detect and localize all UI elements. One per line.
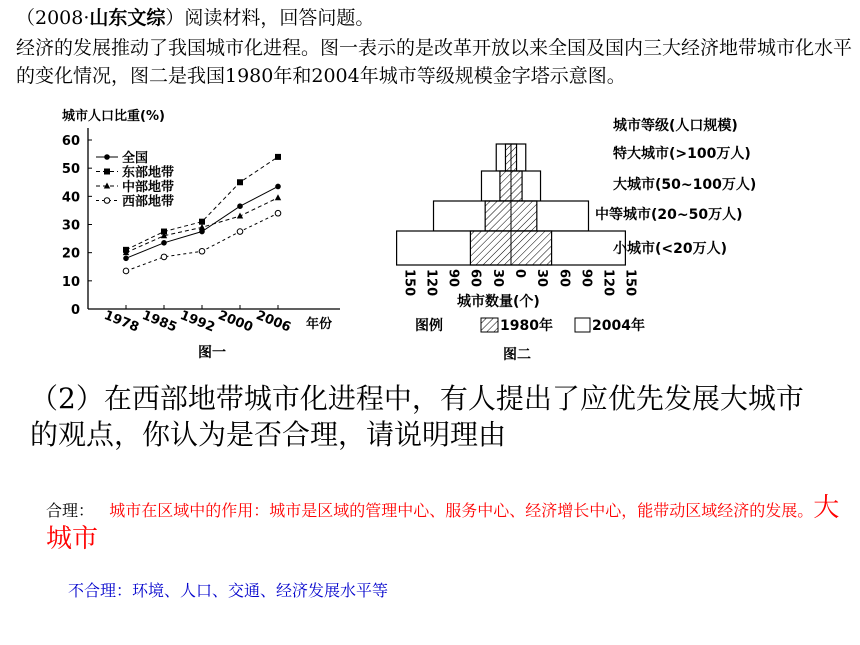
- data-point: [161, 240, 167, 246]
- answer-unreasonable: 不合理：环境、人口、交通、经济发展水平等: [68, 581, 389, 600]
- data-point: [275, 154, 281, 160]
- y-tick-label: 10: [61, 274, 80, 290]
- x-tick-label: 60: [467, 269, 483, 288]
- x-axis-title: 城市数量(个): [457, 294, 540, 310]
- data-point: [237, 203, 243, 209]
- x-tick-label: 0: [512, 269, 527, 279]
- data-point: [161, 254, 167, 260]
- category-label: 特大城市(>100万人): [613, 146, 751, 162]
- y-tick-label: 20: [61, 246, 80, 262]
- x-tick-label: 150: [622, 269, 638, 297]
- legend-label: 中部地带: [122, 180, 175, 195]
- category-label: 中等城市(20~50万人): [595, 207, 743, 223]
- question-text: （2）在西部地带城市化进程中，有人提出了应优先发展大城市的观点，你认为是否合理，请说明理由: [30, 382, 804, 451]
- x-tick-label: 120: [600, 269, 616, 297]
- x-tick-label: 150: [401, 269, 417, 297]
- data-point: [237, 229, 243, 235]
- legend-title: 图例: [415, 318, 443, 334]
- x-tick-label: 2000: [215, 308, 255, 336]
- source-name: 山东文综: [89, 7, 166, 29]
- figure-one: [40, 104, 370, 364]
- answer-yes-text: 城市在区域中的作用：城市是区域的管理中心、服务中心、经济增长中心，能带动区域经济的发展。: [109, 501, 814, 520]
- legend-marker: [104, 198, 110, 204]
- y-tick-label: 50: [61, 162, 80, 178]
- data-point: [275, 210, 281, 216]
- y-tick-label: 40: [61, 190, 80, 206]
- legend-swatch-1980: [481, 318, 498, 332]
- legend-swatch-2004: [575, 318, 590, 332]
- x-tick-label: 90: [578, 269, 594, 288]
- x-tick-label: 2006: [253, 308, 293, 336]
- data-point: [123, 268, 129, 274]
- x-axis-title: 年份: [306, 317, 333, 332]
- source-prefix: （2008·: [16, 7, 90, 29]
- answer-yes-big: 大城市: [46, 493, 840, 554]
- figure-two-caption: 图二: [503, 347, 531, 363]
- intro-paragraph: 经济的发展推动了我国城市化进程。图一表示的是改革开放以来全国及国内三大经济地带城市化水平的变化情况，图二是我国1980年和2004年城市等级规模金字塔示意图。: [16, 37, 853, 87]
- x-tick-label: 30: [489, 269, 505, 288]
- y-tick-label: 30: [61, 218, 80, 234]
- x-tick-label: 1978: [101, 308, 141, 336]
- x-tick-label: 90: [445, 269, 461, 288]
- figure-one-caption: 图一: [198, 345, 226, 361]
- pyramid-title: 城市等级(人口规模): [613, 118, 738, 134]
- y-axis-title: 城市人口比重(%): [62, 109, 165, 124]
- legend-marker: [104, 169, 110, 175]
- x-tick-label: 1992: [177, 308, 217, 336]
- legend-label-2004: 2004年: [592, 318, 645, 334]
- data-point: [199, 248, 205, 254]
- figure-two: [385, 108, 825, 366]
- category-label: 小城市(<20万人): [613, 241, 728, 257]
- legend-label: 东部地带: [122, 165, 175, 181]
- source-suffix: ）阅读材料，回答问题。: [165, 7, 375, 29]
- legend-label-1980: 1980年: [500, 318, 553, 334]
- legend-label: 西部地带: [122, 194, 175, 210]
- x-tick-label: 1985: [139, 308, 179, 336]
- answer-reasonable: [46, 494, 846, 556]
- category-label: 大城市(50~100万人): [613, 177, 757, 193]
- answer-yes-label: 合理：: [46, 501, 95, 520]
- data-point: [199, 224, 205, 230]
- legend-label: 全国: [122, 151, 149, 166]
- x-tick-label: 60: [556, 269, 572, 288]
- data-point: [123, 256, 129, 262]
- legend-marker: [104, 154, 110, 160]
- source-line: [16, 6, 374, 30]
- y-tick-label: 0: [70, 303, 80, 318]
- data-point: [237, 213, 243, 219]
- x-tick-label: 120: [423, 269, 439, 297]
- data-point: [199, 219, 205, 225]
- data-point: [275, 194, 281, 200]
- data-point: [275, 184, 281, 190]
- y-tick-label: 60: [61, 134, 80, 149]
- data-point: [237, 179, 243, 185]
- x-tick-label: 30: [534, 269, 550, 288]
